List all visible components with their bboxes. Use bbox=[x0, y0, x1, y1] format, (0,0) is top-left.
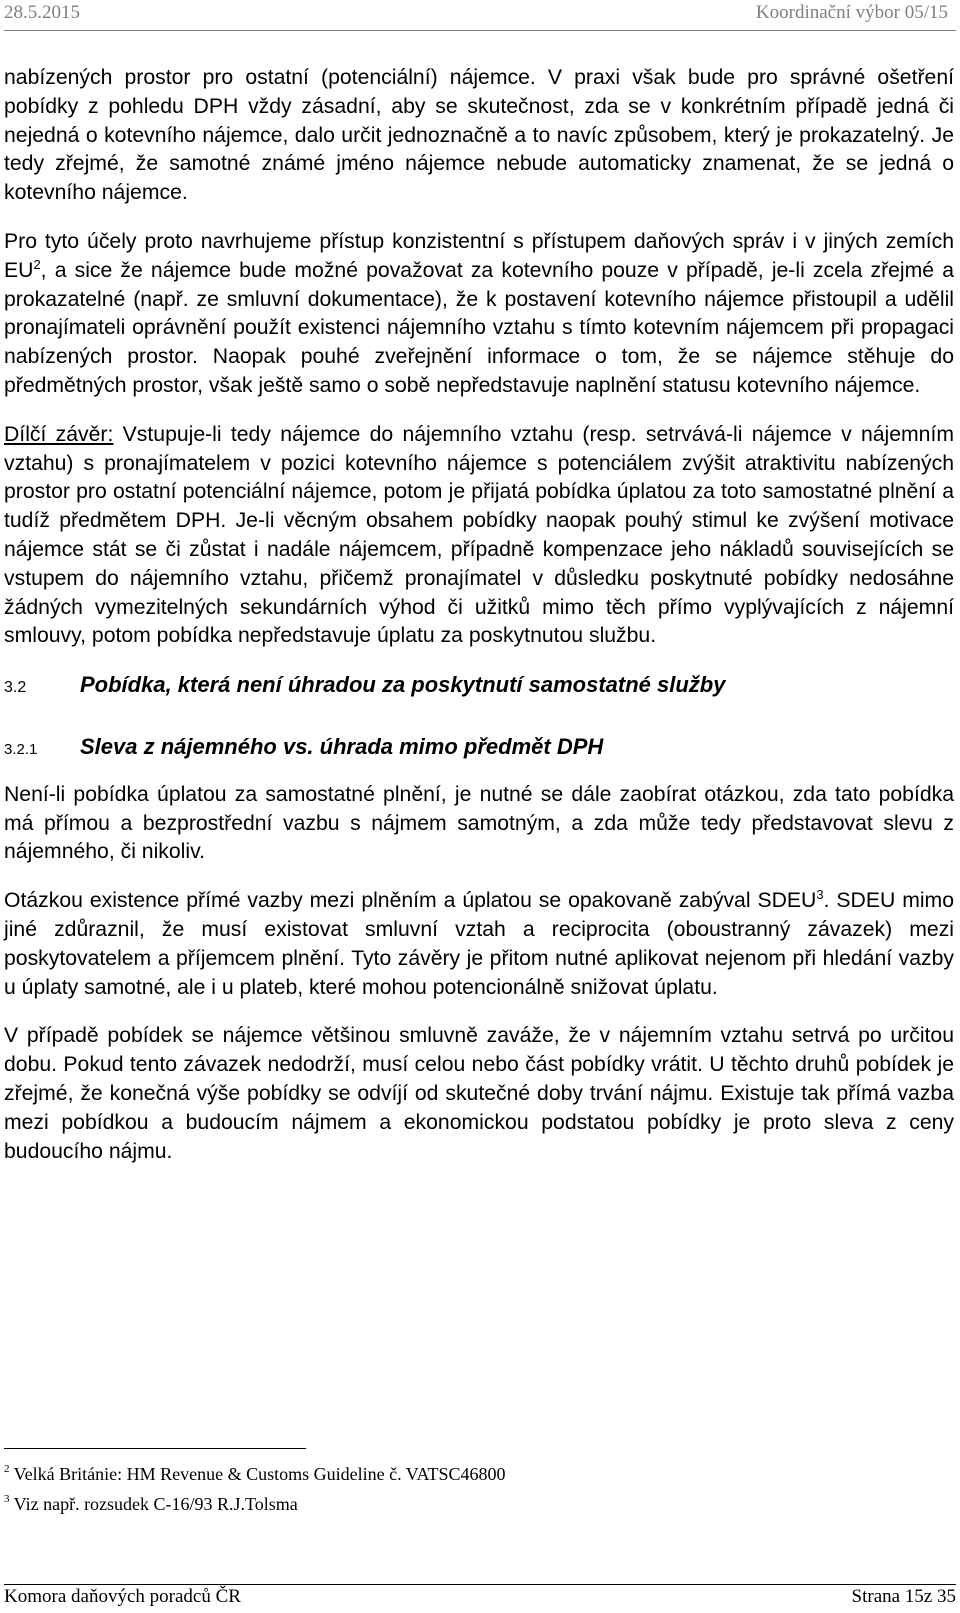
footnote-3 bbox=[4, 1489, 505, 1519]
paragraph-5-text-b: . SDEU mimo jiné zdůraznil, že musí existovat smluvní vztah a reciprocita (oboustranný závazek) mezi poskytovatelem a příjemcem plnění. Tyto závěry je přitom nutné aplikovat nejenom při hledání vazby u úplaty samotné, ale i u plateb, které mohou potencionálně snižovat úplatu. bbox=[4, 889, 954, 999]
subsection-title: Sleva z nájemného vs. úhrada mimo předmět DPH bbox=[80, 733, 604, 759]
partial-conclusion-label: Dílčí závěr: bbox=[4, 422, 114, 446]
subsection-number: 3.2.1 bbox=[4, 740, 38, 758]
section-title: Pobídka, která není úhradou za poskytnutí samostatné služby bbox=[80, 672, 726, 698]
footnote-ref-2[interactable]: 2 bbox=[33, 256, 41, 272]
page-header bbox=[4, 2, 956, 28]
header-title: Koordinační výbor 05/15 bbox=[755, 2, 948, 23]
subsection-heading-3-2-1 bbox=[4, 733, 954, 765]
paragraph-6: V případě pobídek se nájemce většinou smluvně zaváže, že v nájemním vztahu setrvá po určitou dobu. Pokud tento závazek nedodrží, musí celou nebo část pobídky vrátit. U těchto druhů pobídek je zřejmé, že konečná výše pobídky se odvíjí od skutečné doby trvání nájmu. Existuje tak přímá vazba mezi pobídkou a budoucím nájmem a ekonomickou podstatou pobídky je proto sleva z ceny budoucího nájmu. bbox=[4, 1024, 954, 1163]
header-date: 28.5.2015 bbox=[4, 2, 80, 23]
paragraph-2-text-b: , a sice že nájemce bude možné považovat za kotevního pouze v případě, je-li zcela zřejmé a prokazatelné (např. ze smluvní dokumentace), že k postavení kotevního nájemce přistoupil a udělil pronajímateli oprávnění použít existenci nájemního vztahu s tímto kotevním nájemcem při propagaci nabízených prostor. Naopak pouhé zveřejnění informace o tom, že se nájemce stěhuje do předmětných prostor, však ještě samo o sobě nepředstavuje naplnění statusu kotevního nájemce. bbox=[4, 258, 954, 397]
footnotes bbox=[4, 1459, 505, 1519]
footnote-3-number: 3 bbox=[4, 1493, 10, 1505]
paragraph-1: nabízených prostor pro ostatní (potenciální) nájemce. V praxi však bude pro správné ošetření pobídky z pohledu DPH vždy zásadní, aby se skutečnost, zda se v konkrétním případě jedná či nejedná o kotevního nájemce, dalo určit jednoznačně a to navíc způsobem, který je prokazatelný. Je tedy zřejmé, že samotné známé jméno nájemce nebude automaticky znamenat, že se jedná o kotevního nájemce. bbox=[4, 66, 954, 205]
footnote-2 bbox=[4, 1459, 505, 1489]
paragraph-4: Není-li pobídka úplatou za samostatné plnění, je nutné se dále zaobírat otázkou, zda tato pobídka má přímou a bezprostřední vazbu s nájmem samotným, a zda může tedy představovat slevu z nájemného, či nikoliv. bbox=[4, 782, 954, 864]
paragraph-5-text-a: Otázkou existence přímé vazby mezi plněním a úplatou se opakovaně zabýval SDEU bbox=[4, 889, 817, 913]
section-heading-3-2 bbox=[4, 671, 954, 703]
footnote-3-text: Viz např. rozsudek C-16/93 R.J.Tolsma bbox=[9, 1494, 298, 1514]
page-number: Strana 15z 35 bbox=[851, 1586, 956, 1607]
section-number: 3.2 bbox=[4, 679, 27, 697]
paragraph-5 bbox=[4, 887, 954, 1002]
paragraph-2-text-a: Pro tyto účely proto navrhujeme přístup konzistentní s přístupem daňových správ i v jiných zemích EU bbox=[4, 229, 954, 282]
paragraph-partial-conclusion bbox=[4, 421, 954, 651]
footer-organization: Komora daňových poradců ČR bbox=[4, 1586, 241, 1607]
footer-rule bbox=[4, 1584, 956, 1585]
paragraph-2 bbox=[4, 228, 954, 401]
footnote-separator bbox=[4, 1448, 306, 1449]
footnote-2-number: 2 bbox=[4, 1463, 10, 1475]
footnote-2-text: Velká Británie: HM Revenue & Customs Guideline č. VATSC46800 bbox=[9, 1464, 506, 1484]
document-body bbox=[4, 64, 954, 1186]
header-rule bbox=[4, 30, 956, 31]
partial-conclusion-text: Vstupuje-li tedy nájemce do nájemního vztahu (resp. setrvává-li nájemce v nájemním vztahu) s pronajímatelem v pozici kotevního nájemce s potenciálem zvýšit atraktivitu nabízených prostor pro ostatní potenciální nájemce, potom je přijatá pobídka úplatou za toto samostatné plnění a tudíž předmětem DPH. Je-li věcným obsahem pobídky naopak pouhý stimul ke zvýšení motivace nájemce stát se či zůstat i nadále nájemcem, případně kompenzace jeho nákladů souvisejících se vstupem do nájemního vztahu, přičemž pronajímatel v důsledku poskytnuté pobídky nedosáhne žádných vymezitelných sekundárních výhod či užitků mimo těch přímo vyplývajících z nájemní smlouvy, potom pobídka nepředstavuje úplatu za poskytnutou službu. bbox=[4, 422, 954, 648]
footnote-ref-3[interactable]: 3 bbox=[816, 887, 824, 903]
